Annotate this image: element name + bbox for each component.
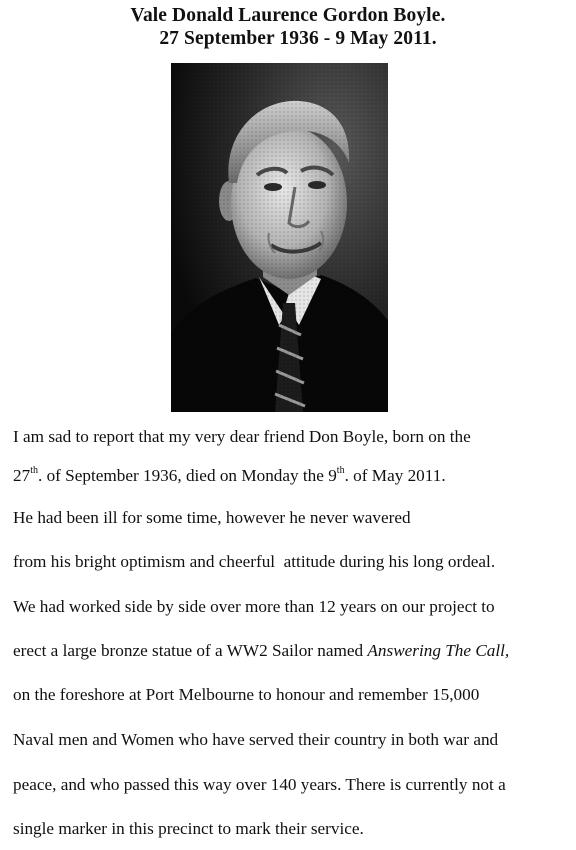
ordinal-suffix: th bbox=[336, 465, 345, 477]
body-line bbox=[13, 641, 573, 661]
portrait-photo bbox=[171, 63, 388, 412]
body-line: Naval men and Women who have served their country in both war and bbox=[13, 730, 499, 749]
title-line-name: Vale Donald Laurence Gordon Boyle. bbox=[130, 5, 446, 26]
body-line bbox=[13, 466, 573, 486]
body-line: on the foreshore at Port Melbourne to honour and remember 15,000 bbox=[13, 685, 480, 704]
portrait-image bbox=[171, 63, 388, 412]
body-line: We had worked side by side over more than 12 years on our project to bbox=[13, 597, 495, 616]
page-title bbox=[0, 4, 576, 50]
title-line-dates: 27 September 1936 - 9 May 2011. bbox=[159, 28, 437, 49]
date-text: . of May 2011. bbox=[344, 466, 446, 485]
body-line: He had been ill for some time, however he never wavered bbox=[13, 508, 411, 527]
statue-text: erect a large bronze statue of a WW2 Sailor named bbox=[13, 641, 368, 660]
date-text: . of September 1936, died on Monday the 9 bbox=[37, 466, 337, 485]
ordinal-suffix: th bbox=[30, 465, 38, 477]
body-line: I am sad to report that my very dear friend Don Boyle, born on the bbox=[13, 427, 471, 446]
statue-name: Answering The Call, bbox=[367, 641, 510, 660]
day-number: 27 bbox=[13, 466, 31, 485]
body-line: from his bright optimism and cheerful attitude during his long ordeal. bbox=[13, 552, 496, 571]
body-line: peace, and who passed this way over 140 years. There is currently not a bbox=[13, 775, 506, 794]
body-line: single marker in this precinct to mark their service. bbox=[13, 819, 364, 838]
